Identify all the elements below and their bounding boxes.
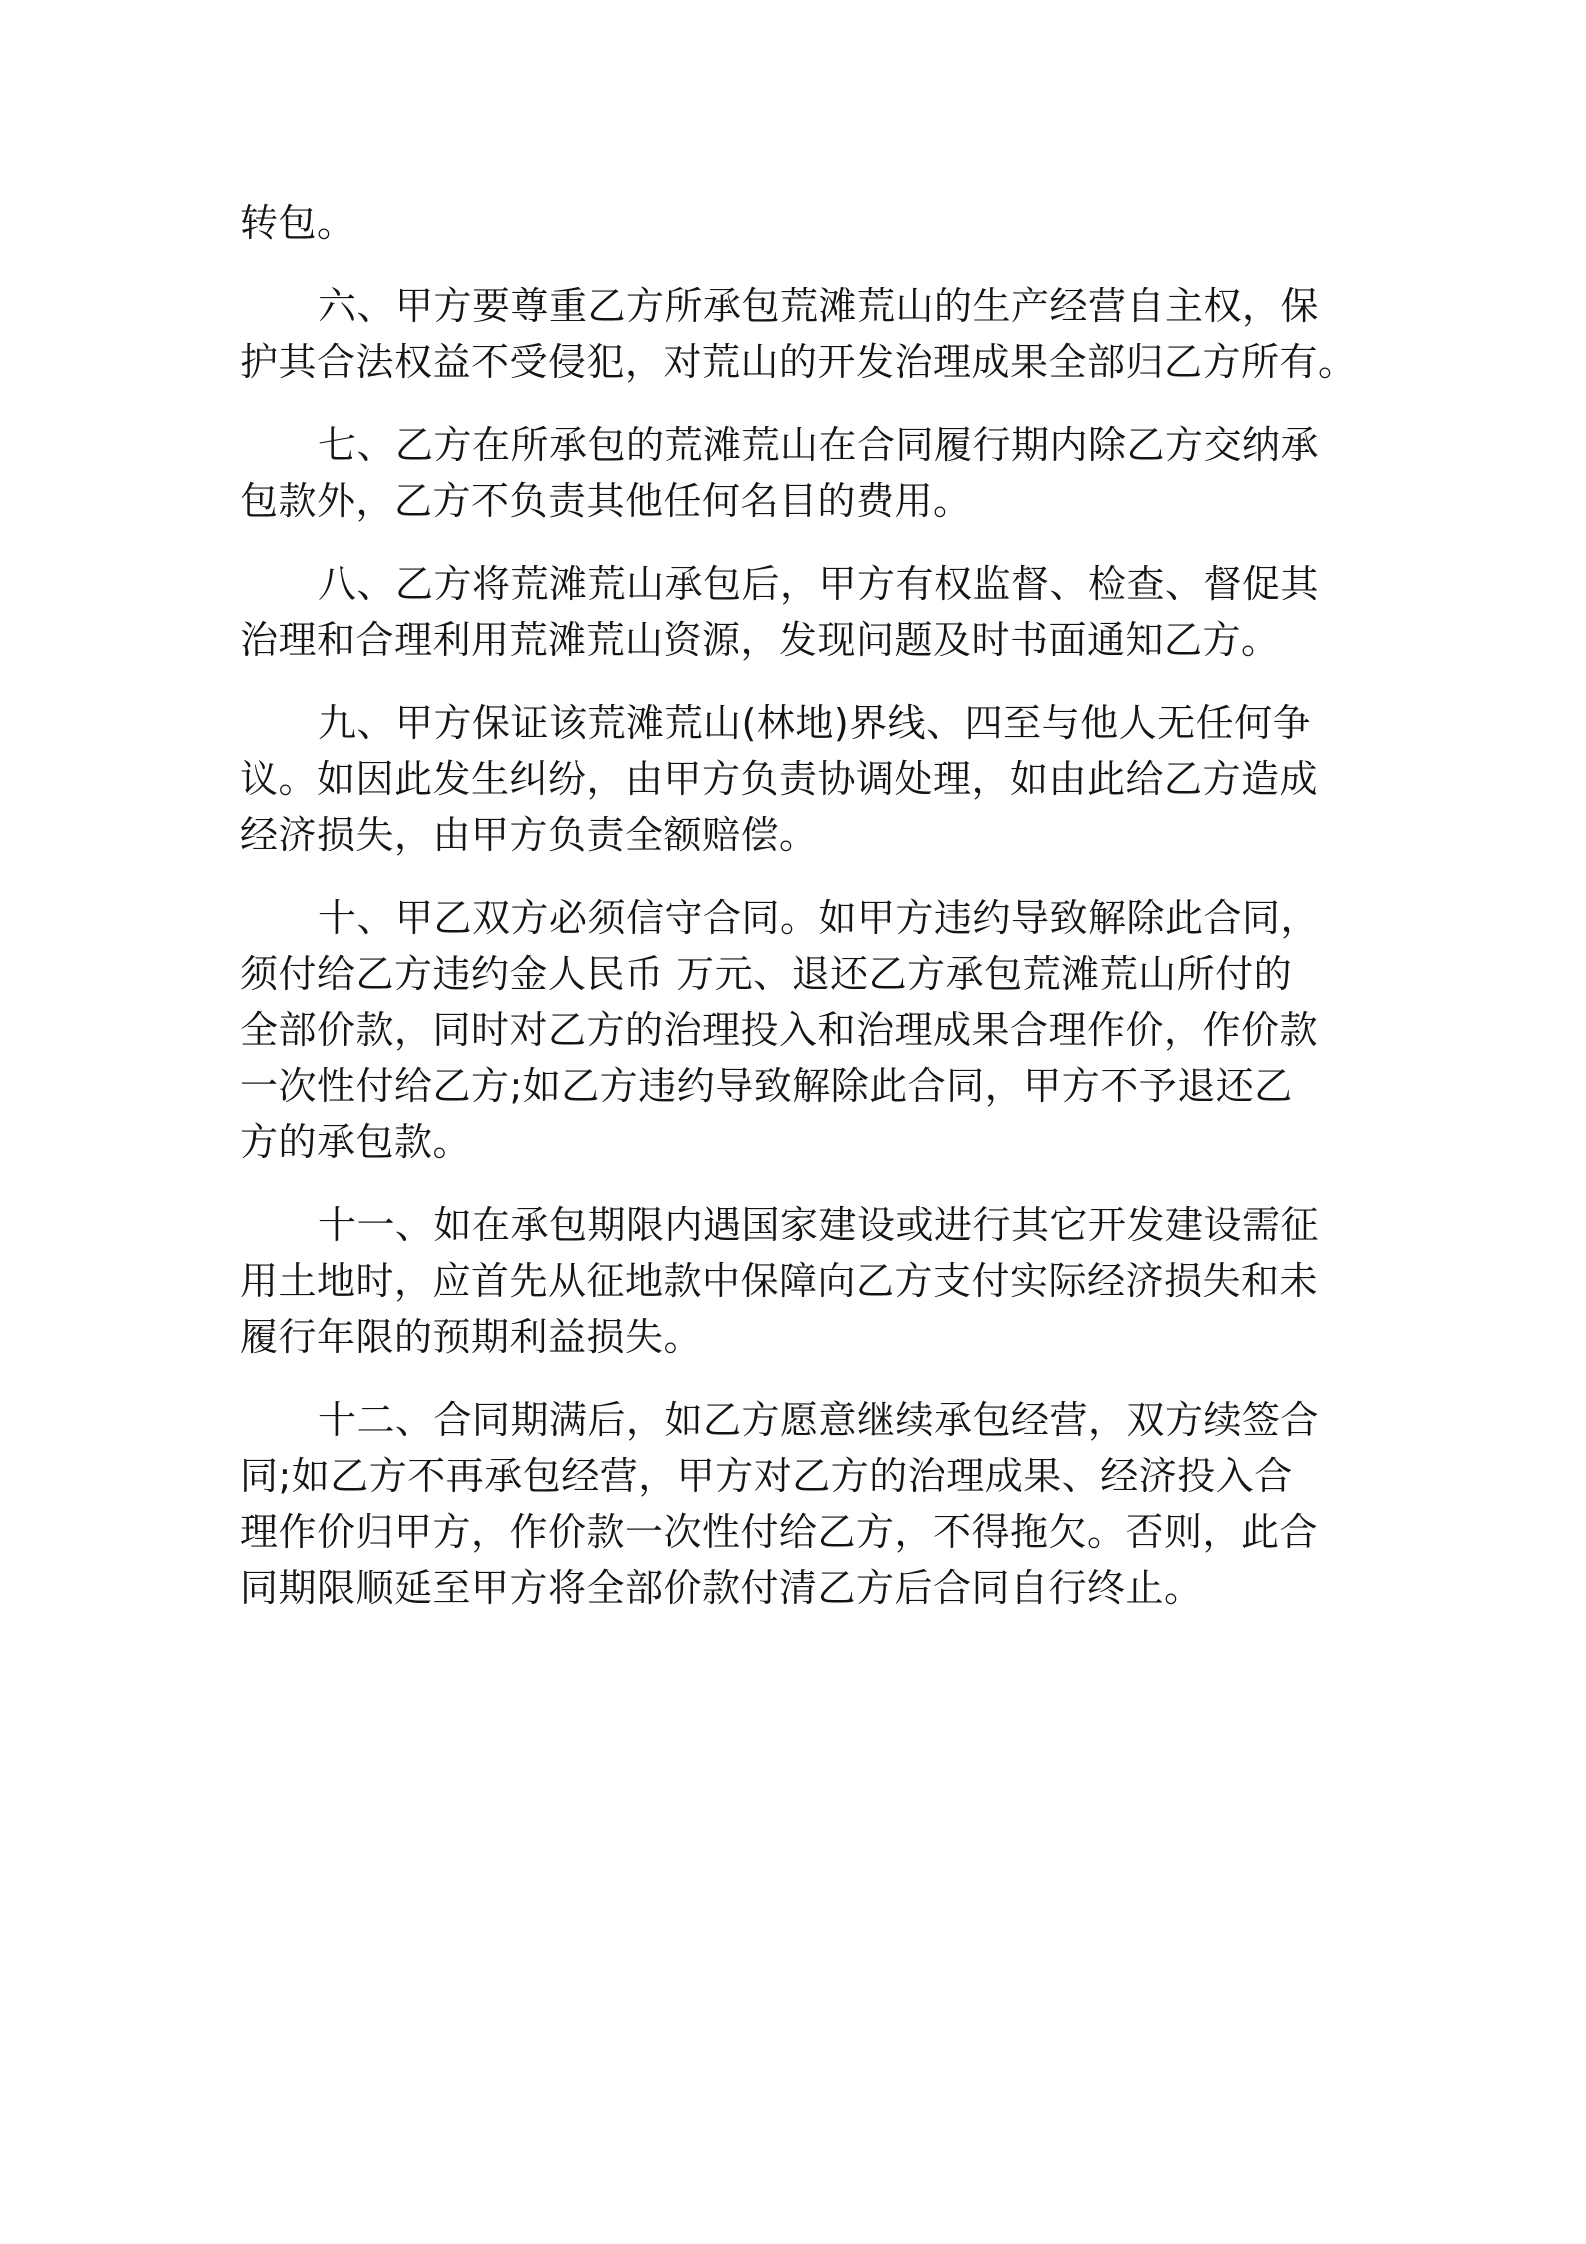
text-line: 转包。	[240, 201, 356, 245]
clause-11-line: 用土地时，应首先从征地款中保障向乙方支付实际经济损失和未	[240, 1259, 1319, 1303]
clause-9-line: 九、甲方保证该荒滩荒山(林地)界线、四至与他人无任何争	[318, 701, 1312, 745]
clause-11-line: 十一、如在承包期限内遇国家建设或进行其它开发建设需征	[318, 1203, 1320, 1247]
clause-7-line: 七、乙方在所承包的荒滩荒山在合同履行期内除乙方交纳承	[318, 423, 1320, 467]
clause-7-line: 包款外，乙方不负责其他任何名目的费用。	[240, 479, 972, 523]
clause-12-line: 同期限顺延至甲方将全部价款付清乙方后合同自行终止。	[240, 1566, 1203, 1610]
clause-9-line: 议。如因此发生纠纷，由甲方负责协调处理，如由此给乙方造成	[240, 757, 1319, 801]
clause-10-line: 须付给乙方违约金人民币 万元、退还乙方承包荒滩荒山所付的	[240, 952, 1293, 996]
document-page	[240, 195, 1360, 1616]
clause-12-line: 理作价归甲方，作价款一次性付给乙方，不得拖欠。否则，此合	[240, 1510, 1319, 1554]
clause-6-line: 护其合法权益不受侵犯，对荒山的开发治理成果全部归乙方所有。	[240, 340, 1357, 384]
clause-10-line: 一次性付给乙方;如乙方违约导致解除此合同，甲方不予退还乙	[240, 1064, 1293, 1108]
clause-6-line: 六、甲方要尊重乙方所承包荒滩荒山的生产经营自主权，保	[318, 284, 1320, 328]
clause-8-line: 八、乙方将荒滩荒山承包后，甲方有权监督、检查、督促其	[318, 562, 1320, 606]
clause-12-line: 同;如乙方不再承包经营，甲方对乙方的治理成果、经济投入合	[240, 1454, 1293, 1498]
clause-10-line: 十、甲乙双方必须信守合同。如甲方违约导致解除此合同，	[318, 896, 1320, 940]
clause-9-line: 经济损失，由甲方负责全额赔偿。	[240, 813, 818, 857]
clause-12-line: 十二、合同期满后，如乙方愿意继续承包经营，双方续签合	[318, 1398, 1320, 1442]
clause-10-line: 方的承包款。	[240, 1120, 472, 1164]
clause-11-line: 履行年限的预期利益损失。	[240, 1315, 703, 1359]
clause-8-line: 治理和合理利用荒滩荒山资源，发现问题及时书面通知乙方。	[240, 618, 1280, 662]
clause-10-line: 全部价款，同时对乙方的治理投入和治理成果合理作价，作价款	[240, 1008, 1319, 1052]
